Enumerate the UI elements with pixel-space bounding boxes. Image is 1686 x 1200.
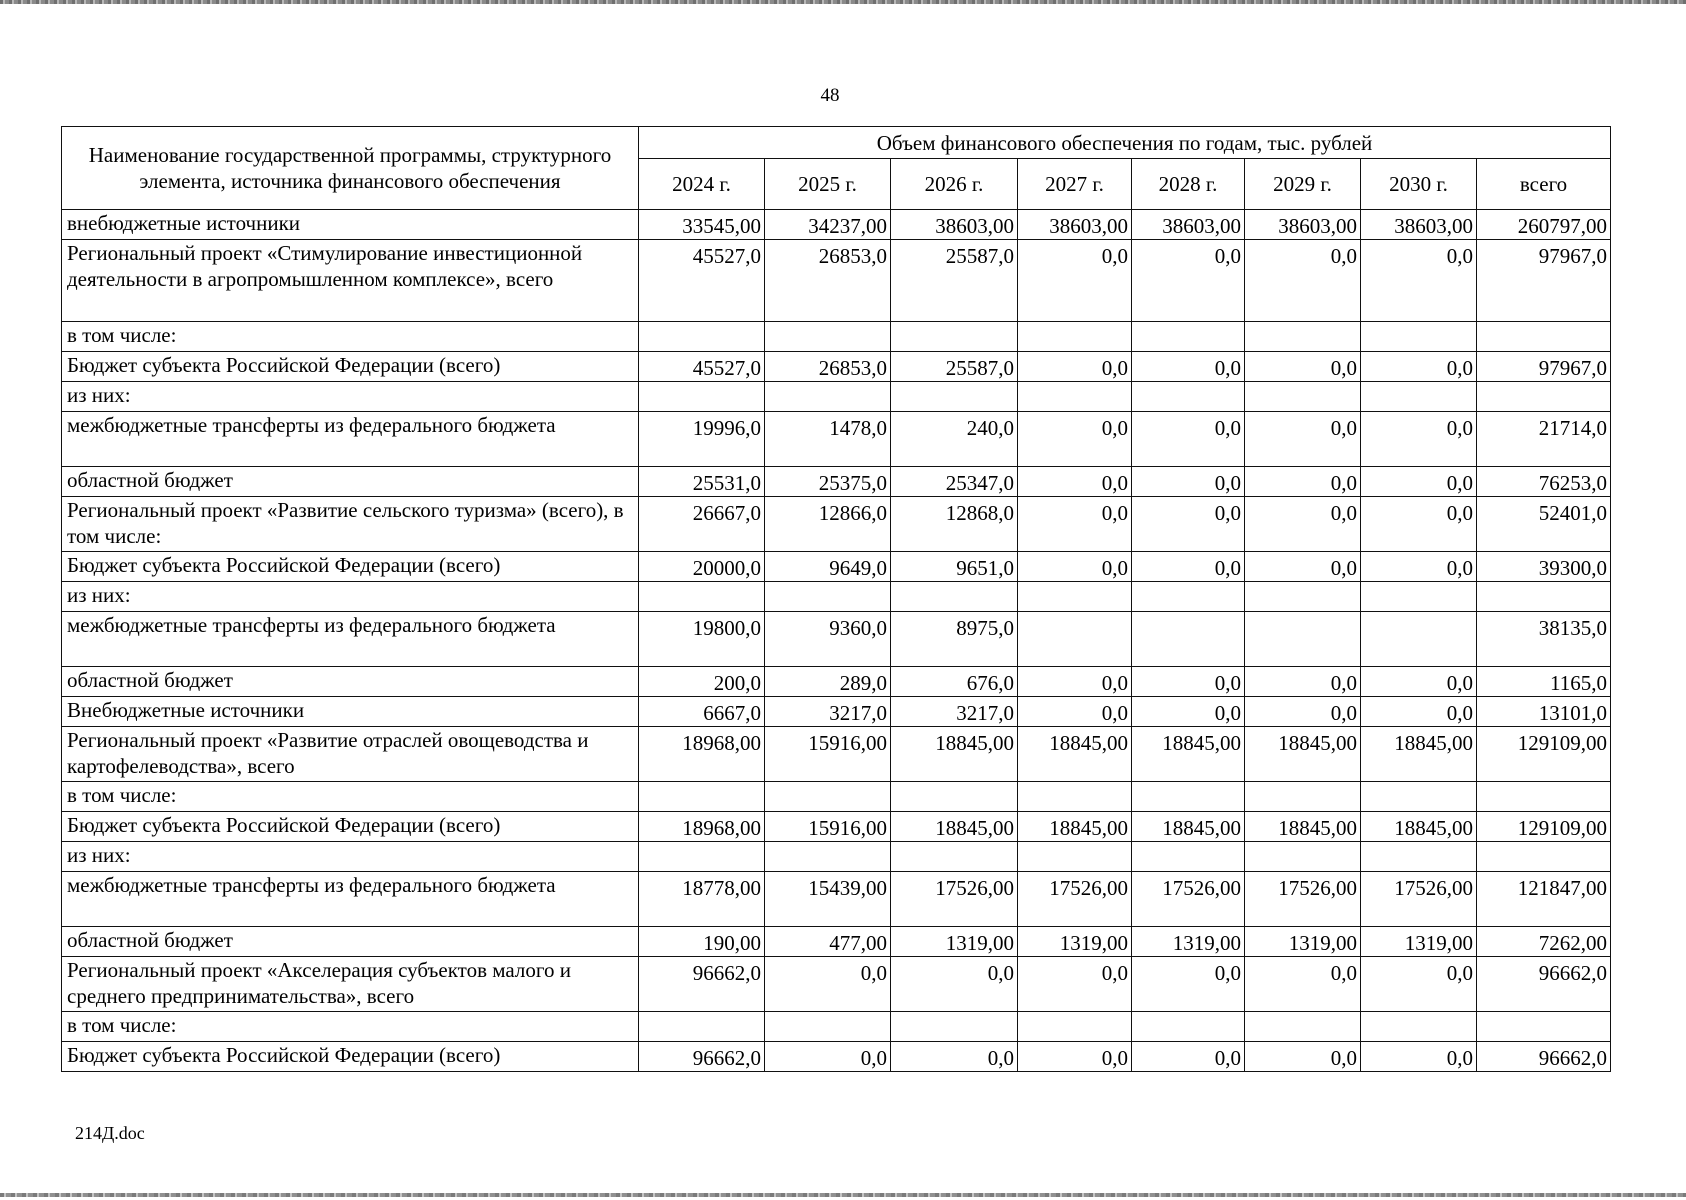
row-value-всего: 96662,0 bbox=[1477, 1042, 1611, 1072]
row-value-2027г: 18845,00 bbox=[1018, 812, 1132, 842]
row-value-2030г: 0,0 bbox=[1361, 667, 1477, 697]
table-row bbox=[62, 210, 1611, 240]
row-value-2026г: 25347,0 bbox=[891, 467, 1018, 497]
row-value-всего: 52401,0 bbox=[1477, 497, 1611, 552]
row-name: Внебюджетные источники bbox=[62, 697, 639, 727]
row-value-2025г bbox=[765, 842, 891, 872]
row-value-2025г bbox=[765, 1012, 891, 1042]
row-value-2027г: 0,0 bbox=[1018, 1042, 1132, 1072]
row-value-2027г bbox=[1018, 582, 1132, 612]
table-row bbox=[62, 552, 1611, 582]
row-value-2028г: 0,0 bbox=[1132, 957, 1245, 1012]
row-name: в том числе: bbox=[62, 782, 639, 812]
row-value-2029г: 0,0 bbox=[1245, 552, 1361, 582]
row-value-всего: 13101,0 bbox=[1477, 697, 1611, 727]
row-value-2028г: 0,0 bbox=[1132, 497, 1245, 552]
row-value-2030г: 0,0 bbox=[1361, 552, 1477, 582]
table-row bbox=[62, 412, 1611, 467]
row-value-2030г: 0,0 bbox=[1361, 240, 1477, 322]
row-value-2029г bbox=[1245, 322, 1361, 352]
row-value-2024г bbox=[639, 842, 765, 872]
row-value-2029г bbox=[1245, 612, 1361, 667]
row-value-2026г: 17526,00 bbox=[891, 872, 1018, 927]
row-value-2030г: 18845,00 bbox=[1361, 727, 1477, 782]
row-value-2026г: 9651,0 bbox=[891, 552, 1018, 582]
row-value-2027г: 17526,00 bbox=[1018, 872, 1132, 927]
row-value-всего: 76253,0 bbox=[1477, 467, 1611, 497]
row-value-2026г: 12868,0 bbox=[891, 497, 1018, 552]
row-value-2028г: 0,0 bbox=[1132, 1042, 1245, 1072]
scan-edge-top bbox=[0, 0, 1686, 4]
row-value-2024г bbox=[639, 382, 765, 412]
row-value-2025г: 34237,00 bbox=[765, 210, 891, 240]
row-value-2026г: 25587,0 bbox=[891, 352, 1018, 382]
header-group-title: Объем финансового обеспечения по годам, тыс. рублей bbox=[639, 127, 1611, 159]
table-row bbox=[62, 842, 1611, 872]
row-value-2029г bbox=[1245, 1012, 1361, 1042]
scan-edge-bottom bbox=[0, 1193, 1686, 1197]
row-name: Региональный проект «Акселерация субъектов малого и среднего предпринимательства», всего bbox=[62, 957, 639, 1012]
table-row bbox=[62, 497, 1611, 552]
row-value-2030г: 18845,00 bbox=[1361, 812, 1477, 842]
row-value-2025г bbox=[765, 322, 891, 352]
row-value-2025г: 3217,0 bbox=[765, 697, 891, 727]
row-value-2028г bbox=[1132, 382, 1245, 412]
row-name: в том числе: bbox=[62, 322, 639, 352]
header-year-2026: 2026 г. bbox=[891, 159, 1018, 210]
row-value-2027г: 0,0 bbox=[1018, 497, 1132, 552]
row-value-2027г: 1319,00 bbox=[1018, 927, 1132, 957]
row-value-2027г: 0,0 bbox=[1018, 240, 1132, 322]
row-value-2027г: 18845,00 bbox=[1018, 727, 1132, 782]
row-value-2030г: 0,0 bbox=[1361, 412, 1477, 467]
row-value-2029г: 0,0 bbox=[1245, 1042, 1361, 1072]
header-year-2028: 2028 г. bbox=[1132, 159, 1245, 210]
table-row bbox=[62, 957, 1611, 1012]
row-value-всего: 21714,0 bbox=[1477, 412, 1611, 467]
row-value-2024г: 45527,0 bbox=[639, 352, 765, 382]
row-name: межбюджетные трансферты из федерального бюджета bbox=[62, 612, 639, 667]
table-row bbox=[62, 1042, 1611, 1072]
table-row bbox=[62, 612, 1611, 667]
header-year-2027: 2027 г. bbox=[1018, 159, 1132, 210]
row-value-2025г: 12866,0 bbox=[765, 497, 891, 552]
row-value-2027г bbox=[1018, 842, 1132, 872]
row-value-2027г bbox=[1018, 322, 1132, 352]
row-value-2027г: 0,0 bbox=[1018, 552, 1132, 582]
row-value-2030г: 38603,00 bbox=[1361, 210, 1477, 240]
table-header bbox=[62, 127, 1611, 210]
row-name: Региональный проект «Развитие отраслей овощеводства и картофелеводства», всего bbox=[62, 727, 639, 782]
row-value-всего: 96662,0 bbox=[1477, 957, 1611, 1012]
row-value-2025г: 1478,0 bbox=[765, 412, 891, 467]
row-value-всего: 97967,0 bbox=[1477, 352, 1611, 382]
row-value-2026г: 8975,0 bbox=[891, 612, 1018, 667]
row-name: областной бюджет bbox=[62, 467, 639, 497]
row-value-2027г bbox=[1018, 382, 1132, 412]
row-value-всего bbox=[1477, 382, 1611, 412]
row-name: Бюджет субъекта Российской Федерации (всего) bbox=[62, 552, 639, 582]
row-value-всего bbox=[1477, 582, 1611, 612]
row-value-2029г: 0,0 bbox=[1245, 957, 1361, 1012]
row-value-2030г: 0,0 bbox=[1361, 352, 1477, 382]
row-value-2030г: 0,0 bbox=[1361, 697, 1477, 727]
row-value-2028г: 0,0 bbox=[1132, 667, 1245, 697]
row-value-2025г bbox=[765, 382, 891, 412]
row-value-2024г: 190,00 bbox=[639, 927, 765, 957]
row-value-2030г: 0,0 bbox=[1361, 1042, 1477, 1072]
row-value-2028г: 38603,00 bbox=[1132, 210, 1245, 240]
row-name: областной бюджет bbox=[62, 927, 639, 957]
row-value-2026г: 676,0 bbox=[891, 667, 1018, 697]
row-value-2029г: 18845,00 bbox=[1245, 727, 1361, 782]
row-value-2025г: 9360,0 bbox=[765, 612, 891, 667]
row-value-2028г bbox=[1132, 582, 1245, 612]
row-value-2026г: 1319,00 bbox=[891, 927, 1018, 957]
row-value-2026г bbox=[891, 322, 1018, 352]
row-value-2028г: 0,0 bbox=[1132, 552, 1245, 582]
row-value-2026г: 240,0 bbox=[891, 412, 1018, 467]
row-value-2029г bbox=[1245, 782, 1361, 812]
row-value-2026г: 3217,0 bbox=[891, 697, 1018, 727]
financing-table bbox=[61, 126, 1611, 1072]
row-value-2028г: 0,0 bbox=[1132, 352, 1245, 382]
row-value-2027г bbox=[1018, 782, 1132, 812]
table-row bbox=[62, 582, 1611, 612]
row-value-2024г: 96662,0 bbox=[639, 1042, 765, 1072]
row-value-2025г: 0,0 bbox=[765, 957, 891, 1012]
table-row bbox=[62, 812, 1611, 842]
row-name: межбюджетные трансферты из федерального бюджета bbox=[62, 872, 639, 927]
row-name: в том числе: bbox=[62, 1012, 639, 1042]
row-value-2028г: 1319,00 bbox=[1132, 927, 1245, 957]
table-row bbox=[62, 352, 1611, 382]
row-value-2027г: 0,0 bbox=[1018, 467, 1132, 497]
row-value-2029г bbox=[1245, 582, 1361, 612]
row-value-2027г: 0,0 bbox=[1018, 412, 1132, 467]
row-value-2025г: 15916,00 bbox=[765, 727, 891, 782]
row-value-2024г: 19996,0 bbox=[639, 412, 765, 467]
row-value-2024г: 18968,00 bbox=[639, 812, 765, 842]
row-value-2024г: 18968,00 bbox=[639, 727, 765, 782]
row-name: из них: bbox=[62, 382, 639, 412]
row-value-2030г bbox=[1361, 1012, 1477, 1042]
row-value-2030г bbox=[1361, 322, 1477, 352]
row-value-всего: 97967,0 bbox=[1477, 240, 1611, 322]
row-value-2028г: 0,0 bbox=[1132, 412, 1245, 467]
row-name: внебюджетные источники bbox=[62, 210, 639, 240]
table-row bbox=[62, 927, 1611, 957]
row-value-2028г bbox=[1132, 322, 1245, 352]
row-name: Бюджет субъекта Российской Федерации (всего) bbox=[62, 1042, 639, 1072]
row-value-2028г: 18845,00 bbox=[1132, 812, 1245, 842]
row-value-2024г bbox=[639, 1012, 765, 1042]
row-value-2025г: 0,0 bbox=[765, 1042, 891, 1072]
header-name-column: Наименование государственной программы, структурного элемента, источника финансового обеспечения bbox=[62, 127, 639, 210]
row-value-2024г: 26667,0 bbox=[639, 497, 765, 552]
row-value-2024г: 45527,0 bbox=[639, 240, 765, 322]
row-name: Региональный проект «Стимулирование инвестиционной деятельности в агропромышленном комплексе», всего bbox=[62, 240, 639, 322]
row-name: Региональный проект «Развитие сельского туризма» (всего), в том числе: bbox=[62, 497, 639, 552]
table-row bbox=[62, 782, 1611, 812]
table-row bbox=[62, 322, 1611, 352]
row-name: из них: bbox=[62, 842, 639, 872]
row-value-2030г bbox=[1361, 382, 1477, 412]
row-value-2026г: 0,0 bbox=[891, 1042, 1018, 1072]
row-value-2029г: 0,0 bbox=[1245, 667, 1361, 697]
row-value-2025г: 26853,0 bbox=[765, 240, 891, 322]
row-value-2027г: 0,0 bbox=[1018, 667, 1132, 697]
header-year-2030: 2030 г. bbox=[1361, 159, 1477, 210]
row-value-2024г: 18778,00 bbox=[639, 872, 765, 927]
row-value-2028г bbox=[1132, 612, 1245, 667]
row-value-2027г: 0,0 bbox=[1018, 352, 1132, 382]
row-value-2024г: 20000,0 bbox=[639, 552, 765, 582]
row-value-2029г bbox=[1245, 382, 1361, 412]
table-row bbox=[62, 1012, 1611, 1042]
row-value-2028г bbox=[1132, 842, 1245, 872]
row-value-2029г: 0,0 bbox=[1245, 497, 1361, 552]
header-total: всего bbox=[1477, 159, 1611, 210]
header-year-2029: 2029 г. bbox=[1245, 159, 1361, 210]
table-body bbox=[62, 210, 1611, 1072]
row-name: Бюджет субъекта Российской Федерации (всего) bbox=[62, 812, 639, 842]
row-value-2025г bbox=[765, 782, 891, 812]
header-year-2025: 2025 г. bbox=[765, 159, 891, 210]
row-value-2024г bbox=[639, 322, 765, 352]
row-name: межбюджетные трансферты из федерального бюджета bbox=[62, 412, 639, 467]
row-value-2024г: 6667,0 bbox=[639, 697, 765, 727]
table-row bbox=[62, 697, 1611, 727]
row-value-2026г: 25587,0 bbox=[891, 240, 1018, 322]
row-value-2024г: 33545,00 bbox=[639, 210, 765, 240]
row-value-2027г bbox=[1018, 612, 1132, 667]
row-value-2024г: 19800,0 bbox=[639, 612, 765, 667]
row-value-2029г: 0,0 bbox=[1245, 467, 1361, 497]
row-value-2025г bbox=[765, 582, 891, 612]
row-value-2030г bbox=[1361, 782, 1477, 812]
row-value-2030г bbox=[1361, 842, 1477, 872]
row-value-2026г: 18845,00 bbox=[891, 727, 1018, 782]
row-value-2025г: 15916,00 bbox=[765, 812, 891, 842]
row-value-всего: 38135,0 bbox=[1477, 612, 1611, 667]
row-name: Бюджет субъекта Российской Федерации (всего) bbox=[62, 352, 639, 382]
row-value-2024г bbox=[639, 582, 765, 612]
row-value-2026г bbox=[891, 842, 1018, 872]
row-value-2024г: 25531,0 bbox=[639, 467, 765, 497]
row-value-2025г: 289,0 bbox=[765, 667, 891, 697]
row-value-2027г: 38603,00 bbox=[1018, 210, 1132, 240]
row-value-2024г bbox=[639, 782, 765, 812]
table-row bbox=[62, 667, 1611, 697]
row-value-2030г bbox=[1361, 612, 1477, 667]
row-value-2030г: 17526,00 bbox=[1361, 872, 1477, 927]
row-value-2024г: 96662,0 bbox=[639, 957, 765, 1012]
row-value-2029г: 17526,00 bbox=[1245, 872, 1361, 927]
row-value-2027г bbox=[1018, 1012, 1132, 1042]
row-value-2025г: 25375,0 bbox=[765, 467, 891, 497]
row-value-2028г: 18845,00 bbox=[1132, 727, 1245, 782]
row-value-2029г: 0,0 bbox=[1245, 240, 1361, 322]
row-value-всего bbox=[1477, 782, 1611, 812]
row-value-2028г: 17526,00 bbox=[1132, 872, 1245, 927]
row-value-2030г bbox=[1361, 582, 1477, 612]
row-value-2030г: 0,0 bbox=[1361, 467, 1477, 497]
row-value-всего bbox=[1477, 842, 1611, 872]
row-value-2029г: 18845,00 bbox=[1245, 812, 1361, 842]
row-value-2025г: 26853,0 bbox=[765, 352, 891, 382]
row-name: из них: bbox=[62, 582, 639, 612]
row-value-всего bbox=[1477, 1012, 1611, 1042]
row-value-2028г: 0,0 bbox=[1132, 240, 1245, 322]
row-value-2026г bbox=[891, 782, 1018, 812]
row-value-2030г: 0,0 bbox=[1361, 497, 1477, 552]
row-value-2027г: 0,0 bbox=[1018, 957, 1132, 1012]
row-name: областной бюджет bbox=[62, 667, 639, 697]
row-value-2030г: 0,0 bbox=[1361, 957, 1477, 1012]
row-value-2029г: 0,0 bbox=[1245, 412, 1361, 467]
row-value-всего: 129109,00 bbox=[1477, 727, 1611, 782]
row-value-2029г bbox=[1245, 842, 1361, 872]
row-value-2025г: 9649,0 bbox=[765, 552, 891, 582]
row-value-2026г: 38603,00 bbox=[891, 210, 1018, 240]
row-value-всего: 39300,0 bbox=[1477, 552, 1611, 582]
row-value-2028г: 0,0 bbox=[1132, 467, 1245, 497]
row-value-всего: 1165,0 bbox=[1477, 667, 1611, 697]
row-value-2026г bbox=[891, 382, 1018, 412]
row-value-2030г: 1319,00 bbox=[1361, 927, 1477, 957]
row-value-2029г: 38603,00 bbox=[1245, 210, 1361, 240]
row-value-2028г: 0,0 bbox=[1132, 697, 1245, 727]
row-value-всего: 121847,00 bbox=[1477, 872, 1611, 927]
table-row bbox=[62, 382, 1611, 412]
table-row bbox=[62, 872, 1611, 927]
row-value-2029г: 0,0 bbox=[1245, 352, 1361, 382]
header-year-2024: 2024 г. bbox=[639, 159, 765, 210]
table-row bbox=[62, 727, 1611, 782]
row-value-2026г bbox=[891, 1012, 1018, 1042]
row-value-2026г bbox=[891, 582, 1018, 612]
row-value-всего: 7262,00 bbox=[1477, 927, 1611, 957]
row-value-2026г: 0,0 bbox=[891, 957, 1018, 1012]
row-value-2027г: 0,0 bbox=[1018, 697, 1132, 727]
row-value-2025г: 477,00 bbox=[765, 927, 891, 957]
table-row bbox=[62, 467, 1611, 497]
row-value-2029г: 0,0 bbox=[1245, 697, 1361, 727]
row-value-2028г bbox=[1132, 782, 1245, 812]
footer-file-name: 214Д.doc bbox=[75, 1123, 145, 1143]
table-row bbox=[62, 240, 1611, 322]
row-value-всего bbox=[1477, 322, 1611, 352]
row-value-2026г: 18845,00 bbox=[891, 812, 1018, 842]
row-value-всего: 129109,00 bbox=[1477, 812, 1611, 842]
row-value-2024г: 200,0 bbox=[639, 667, 765, 697]
row-value-2025г: 15439,00 bbox=[765, 872, 891, 927]
row-value-2028г bbox=[1132, 1012, 1245, 1042]
page-number: 48 bbox=[820, 85, 840, 106]
row-value-всего: 260797,00 bbox=[1477, 210, 1611, 240]
row-value-2029г: 1319,00 bbox=[1245, 927, 1361, 957]
